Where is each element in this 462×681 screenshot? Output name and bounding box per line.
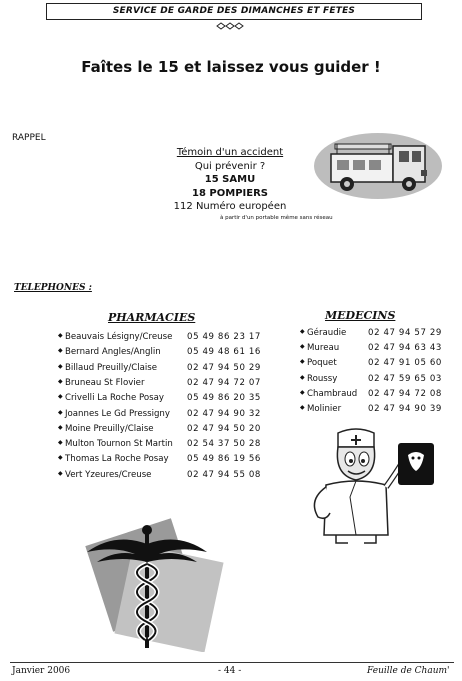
samu-number: 15 SAMU: [204, 174, 256, 185]
medecins-list: [300, 328, 460, 418]
decorative-border-icon: [215, 22, 245, 30]
doctor-phone: 02 47 94 63 43: [368, 343, 443, 354]
bullet-icon: ◆: [300, 388, 305, 396]
bullet-icon: ◆: [300, 328, 305, 335]
pharmacy-phone: 02 54 37 50 28: [187, 439, 262, 450]
bullet-icon: ◆: [58, 377, 63, 385]
pharmacy-phone: 02 47 94 50 29: [187, 362, 262, 373]
bullet-icon: ◆: [58, 439, 63, 447]
doctor-phone: 02 47 59 65 03: [368, 373, 443, 384]
pharmacy-phone: 02 47 94 72 07: [187, 377, 262, 388]
footer-date: Janvier 2006: [12, 666, 71, 676]
pharmacy-name: Crivelli La Roche Posay: [65, 393, 164, 404]
pharmacy-phone: 05 49 86 23 17: [187, 332, 262, 342]
pharmacy-phone: 02 47 94 50 20: [187, 423, 262, 434]
pharmacy-name: Moine Preuilly/Claise: [65, 423, 154, 434]
telephones-label: TELEPHONES :: [14, 283, 92, 293]
pharmacy-phone: 05 49 86 19 56: [187, 454, 262, 465]
pharmacy-name: Bernard Angles/Anglin: [65, 347, 161, 358]
rappel-label: RAPPEL: [12, 133, 46, 143]
pharmacy-name: Beauvais Lésigny/Creuse: [65, 332, 173, 342]
accident-question: Qui prévenir ?: [194, 160, 266, 172]
doctor-name: Géraudie: [307, 328, 347, 338]
european-note: à partir d'un portable même sans réseau: [220, 214, 333, 221]
headline: Faîtes le 15 et laissez vous guider !: [81, 58, 381, 76]
footer-publication: Feuille de Chaum': [367, 666, 450, 676]
bullet-icon: ◆: [300, 373, 305, 381]
fire-truck-icon: [313, 132, 443, 200]
accident-title: Témoin d'un accident: [176, 147, 284, 158]
doctor-name: Roussy: [307, 373, 338, 384]
bullet-icon: ◆: [58, 347, 63, 355]
pharmacy-name: Thomas La Roche Posay: [65, 454, 169, 465]
accident-block: [150, 146, 333, 223]
doctor-phone: 02 47 94 57 29: [368, 328, 443, 338]
bullet-icon: ◆: [300, 343, 305, 351]
doctor-phone: 02 47 94 90 39: [368, 404, 443, 414]
doctor-name: Molinier: [307, 404, 342, 414]
footer-page-number: - 44 -: [218, 666, 242, 676]
bullet-icon: ◆: [58, 469, 63, 477]
pharmacy-phone: 02 47 94 90 32: [187, 408, 262, 419]
pharmacy-name: Vert Yzeures/Creuse: [65, 469, 152, 480]
doctor-name: Chambraud: [307, 388, 358, 399]
bullet-icon: ◆: [58, 454, 63, 462]
bullet-icon: ◆: [58, 393, 63, 401]
bullet-icon: ◆: [300, 358, 305, 366]
bullet-icon: ◆: [58, 362, 63, 370]
pharmacy-name: Bruneau St Flovier: [65, 377, 145, 388]
bullet-icon: ◆: [58, 408, 63, 416]
pharmacy-phone: 02 47 94 55 08: [187, 469, 262, 480]
pharmacy-phone: 05 49 48 61 16: [187, 347, 262, 358]
medecins-title: MEDECINS: [325, 309, 396, 322]
pharmacy-name: Billaud Preuilly/Claise: [65, 362, 158, 373]
bullet-icon: ◆: [300, 404, 305, 411]
doctor-cartoon-icon: [298, 425, 448, 545]
footer-divider: [10, 662, 454, 663]
pharmacies-title: PHARMACIES: [108, 311, 196, 324]
page-header: SERVICE DE GARDE DES DIMANCHES ET FETES: [46, 3, 422, 20]
pharmacy-name: Joannes Le Gd Pressigny: [65, 408, 170, 419]
pompiers-number: 18 POMPIERS: [192, 187, 268, 199]
bullet-icon: ◆: [58, 332, 63, 339]
doctor-phone: 02 47 91 05 60: [368, 358, 443, 369]
pharmacy-name: Multon Tournon St Martin: [65, 439, 173, 450]
pharmacies-list: [58, 332, 278, 482]
doctor-name: Mureau: [307, 343, 340, 354]
doctor-name: Poquet: [307, 358, 337, 369]
bullet-icon: ◆: [58, 423, 63, 431]
european-number: 112 Numéro européen: [173, 201, 287, 212]
caduceus-icon: [75, 510, 225, 652]
pharmacy-phone: 05 49 86 20 35: [187, 393, 262, 404]
doctor-phone: 02 47 94 72 08: [368, 388, 443, 399]
